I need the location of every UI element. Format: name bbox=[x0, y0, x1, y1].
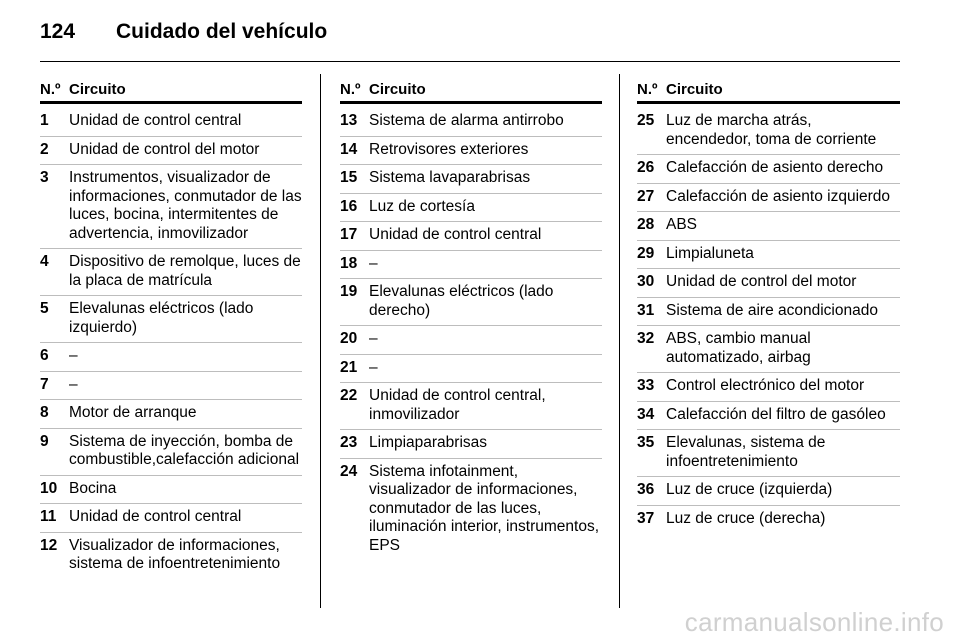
circuit-description: Visualizador de informaciones, sistema de infoentretenimiento bbox=[69, 536, 281, 572]
fuse-table-column-2 bbox=[340, 80, 602, 562]
circuit-description: Motor de arranque bbox=[69, 404, 197, 421]
table-row bbox=[40, 506, 302, 533]
table-row bbox=[340, 432, 602, 459]
circuit-description: Sistema de inyección, bomba de combustible,calefacción adicional bbox=[69, 432, 300, 468]
circuit-description: Luz de cruce (derecha) bbox=[666, 509, 826, 527]
table-rows bbox=[637, 104, 900, 533]
fuse-number: 21 bbox=[340, 358, 358, 376]
circuit-description: Unidad de control del motor bbox=[666, 273, 857, 290]
header-number: N.º bbox=[340, 81, 361, 98]
table-row bbox=[340, 196, 602, 223]
table-rows bbox=[340, 104, 602, 560]
circuit-description: Luz de marcha atrás, encendedor, toma de corriente bbox=[666, 112, 877, 148]
table-row bbox=[637, 214, 900, 241]
column-divider bbox=[619, 74, 620, 608]
table-row bbox=[637, 432, 900, 477]
table-row bbox=[40, 374, 302, 401]
circuit-description: Sistema infotainment, visualizador de informaciones, conmutador de las luces, iluminación interior, instrumentos, EPS bbox=[369, 462, 600, 554]
fuse-number: 8 bbox=[40, 404, 49, 421]
table-row bbox=[340, 110, 602, 137]
table-rows bbox=[40, 104, 302, 579]
circuit-description: Sistema de alarma antirrobo bbox=[369, 112, 564, 129]
circuit-description: ABS, cambio manual automatizado, airbag bbox=[666, 330, 811, 366]
fuse-number: 4 bbox=[40, 253, 49, 270]
page-number: 124 bbox=[40, 20, 76, 43]
column-divider bbox=[320, 74, 321, 608]
circuit-description: Sistema lavaparabrisas bbox=[369, 169, 531, 186]
fuse-number: 20 bbox=[340, 330, 358, 347]
circuit-description: – bbox=[369, 358, 378, 376]
table-row bbox=[340, 385, 602, 430]
fuse-table-column-1 bbox=[40, 80, 302, 581]
circuit-description: Instrumentos, visualizador de informaciones, conmutador de las luces, bocina, intermitentes de advertencia, inmovilizador bbox=[69, 169, 302, 242]
circuit-description: – bbox=[369, 254, 378, 272]
table-row bbox=[637, 328, 900, 373]
fuse-number: 23 bbox=[340, 434, 358, 451]
circuit-description: Limpiaparabrisas bbox=[369, 434, 488, 451]
table-row bbox=[40, 431, 302, 476]
table-row bbox=[340, 253, 602, 280]
fuse-number: 7 bbox=[40, 375, 49, 393]
header-number: N.º bbox=[637, 81, 658, 98]
table-row bbox=[340, 461, 602, 561]
table-row bbox=[340, 224, 602, 251]
circuit-description: Dispositivo de remolque, luces de la placa de matrícula bbox=[69, 253, 301, 289]
table-row bbox=[40, 478, 302, 505]
header-circuit: Circuito bbox=[369, 81, 426, 98]
circuit-description: Calefacción de asiento derecho bbox=[666, 159, 884, 176]
fuse-number: 28 bbox=[637, 216, 655, 233]
fuse-number: 14 bbox=[340, 140, 358, 158]
fuse-number: 34 bbox=[637, 405, 655, 423]
circuit-description: Control electrónico del motor bbox=[666, 377, 865, 394]
fuse-number: 26 bbox=[637, 159, 655, 176]
fuse-number: 12 bbox=[40, 536, 58, 554]
table-row bbox=[637, 110, 900, 155]
fuse-number: 22 bbox=[340, 387, 358, 404]
table-row bbox=[637, 479, 900, 506]
table-row bbox=[637, 404, 900, 431]
fuse-number: 25 bbox=[637, 112, 655, 129]
circuit-description: Luz de cortesía bbox=[369, 197, 475, 215]
fuse-number: 27 bbox=[637, 187, 655, 205]
fuse-number: 24 bbox=[340, 462, 358, 480]
table-row bbox=[637, 508, 900, 534]
table-row bbox=[40, 345, 302, 372]
fuse-table-column-3 bbox=[637, 80, 900, 535]
table-row bbox=[340, 167, 602, 194]
fuse-number: 6 bbox=[40, 347, 49, 364]
header-divider bbox=[40, 61, 900, 62]
circuit-description: – bbox=[69, 347, 78, 364]
circuit-description: ABS bbox=[666, 216, 698, 233]
fuse-number: 15 bbox=[340, 169, 358, 186]
fuse-number: 36 bbox=[637, 481, 655, 498]
table-row bbox=[40, 535, 302, 579]
circuit-description: Elevalunas, sistema de infoentretenimiento bbox=[666, 434, 826, 470]
table-row bbox=[637, 271, 900, 298]
circuit-description: Sistema de aire acondicionado bbox=[666, 301, 878, 319]
fuse-number: 30 bbox=[637, 273, 655, 290]
fuse-number: 11 bbox=[40, 508, 57, 525]
circuit-description: Limpialuneta bbox=[666, 244, 754, 262]
table-row bbox=[340, 357, 602, 384]
fuse-number: 13 bbox=[340, 112, 358, 129]
fuse-number: 35 bbox=[637, 434, 655, 451]
fuse-number: 31 bbox=[637, 301, 655, 319]
table-row bbox=[340, 328, 602, 355]
page-title: Cuidado del vehículo bbox=[116, 20, 328, 43]
circuit-description: Bocina bbox=[69, 479, 117, 497]
fuse-number: 2 bbox=[40, 140, 49, 158]
table-row bbox=[637, 157, 900, 184]
circuit-description: Unidad de control central bbox=[369, 226, 542, 243]
fuse-number: 16 bbox=[340, 197, 358, 215]
circuit-description: – bbox=[69, 375, 78, 393]
table-header bbox=[40, 80, 302, 104]
fuse-number: 18 bbox=[340, 254, 358, 272]
watermark: carmanualsonline.info bbox=[684, 607, 944, 637]
circuit-description: Unidad de control del motor bbox=[69, 140, 260, 158]
table-row bbox=[340, 139, 602, 166]
table-row bbox=[40, 139, 302, 166]
fuse-number: 32 bbox=[637, 330, 655, 347]
table-header bbox=[340, 80, 602, 104]
table-row bbox=[40, 167, 302, 249]
table-row bbox=[40, 298, 302, 343]
table-row bbox=[637, 300, 900, 327]
header-number: N.º bbox=[40, 81, 61, 98]
fuse-number: 5 bbox=[40, 300, 49, 317]
fuse-number: 37 bbox=[637, 509, 655, 527]
circuit-description: Calefacción de asiento izquierdo bbox=[666, 187, 891, 205]
fuse-number: 33 bbox=[637, 377, 655, 394]
table-row bbox=[340, 281, 602, 326]
circuit-description: Luz de cruce (izquierda) bbox=[666, 481, 833, 498]
fuse-number: 1 bbox=[40, 112, 49, 129]
header-circuit: Circuito bbox=[69, 81, 126, 98]
table-row bbox=[637, 186, 900, 213]
circuit-description: Unidad de control central bbox=[69, 508, 242, 525]
table-row bbox=[40, 110, 302, 137]
circuit-description: Elevalunas eléctricos (lado izquierdo) bbox=[69, 300, 254, 336]
table-row bbox=[40, 251, 302, 296]
table-row bbox=[637, 375, 900, 402]
fuse-number: 9 bbox=[40, 432, 49, 450]
circuit-description: Unidad de control central, inmovilizador bbox=[369, 387, 546, 423]
table-row bbox=[637, 243, 900, 270]
fuse-number: 29 bbox=[637, 244, 655, 262]
circuit-description: Calefacción del filtro de gasóleo bbox=[666, 405, 886, 423]
fuse-number: 17 bbox=[340, 226, 358, 243]
header-circuit: Circuito bbox=[666, 81, 723, 98]
circuit-description: Elevalunas eléctricos (lado derecho) bbox=[369, 283, 554, 319]
circuit-description: Retrovisores exteriores bbox=[369, 140, 529, 158]
page-header bbox=[40, 20, 327, 50]
fuse-number: 3 bbox=[40, 169, 49, 186]
fuse-number: 19 bbox=[340, 283, 358, 300]
fuse-number: 10 bbox=[40, 479, 58, 497]
circuit-description: – bbox=[369, 330, 378, 347]
table-row bbox=[40, 402, 302, 429]
table-header bbox=[637, 80, 900, 104]
circuit-description: Unidad de control central bbox=[69, 112, 242, 129]
